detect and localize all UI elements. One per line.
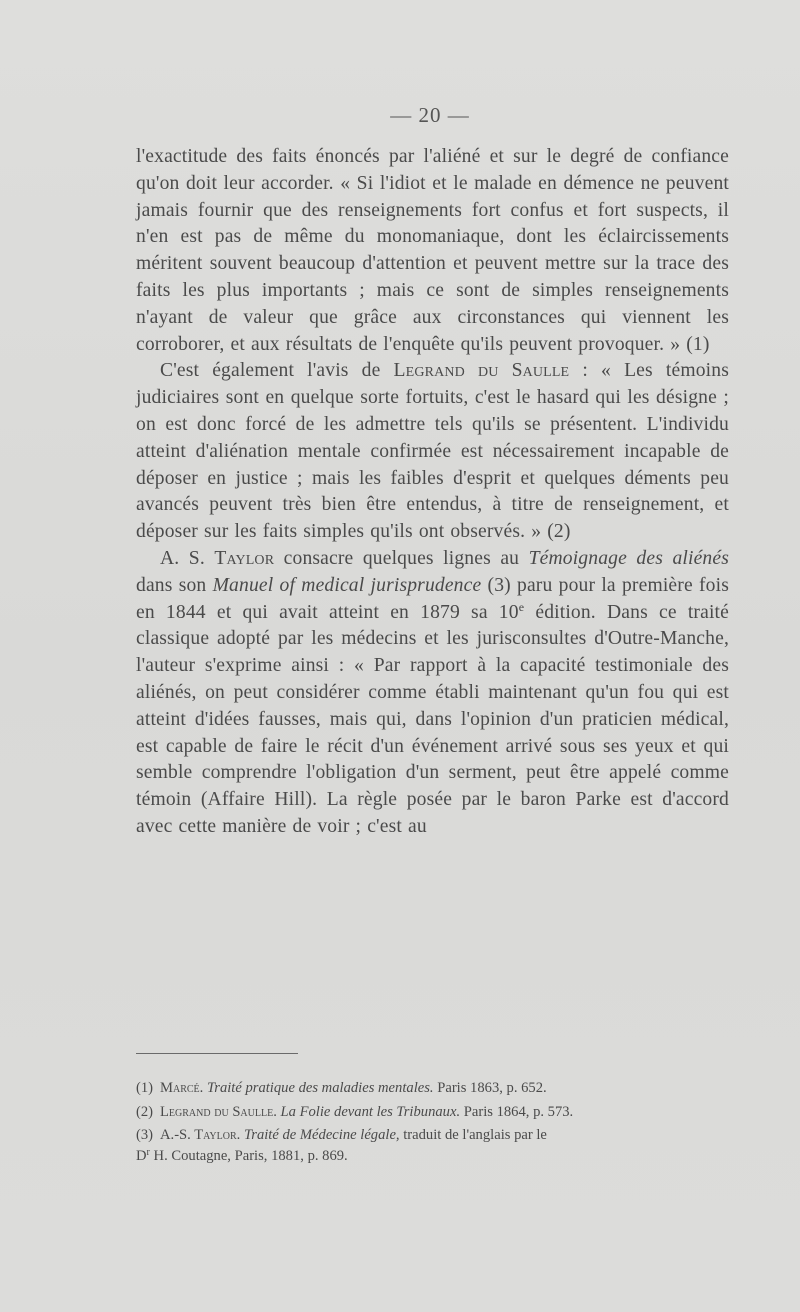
footnote-number: (2) [136,1103,154,1120]
footnote-details: Paris 1863, p. 652. [437,1080,547,1096]
work-title-manual: Manuel of medical jurisprudence [212,574,482,596]
work-title-temoignage: Témoignage des aliénés [528,547,729,569]
footnote-translator-sup: r [146,1146,150,1158]
paragraph-3-text-a: consacre quelques lignes au [274,547,529,569]
author-name-taylor: Taylor [214,547,275,569]
edition-superscript: e [518,599,525,614]
paragraph-2 [136,358,729,546]
paragraph-3-text-c: (3) paru pour la première fois en 1844 et qui avait atteint en 1879 sa 10 [136,574,729,623]
footnotes [136,1078,736,1169]
footnote-title: La Folie devant les Tribunaux. [280,1103,461,1120]
footnote-author: Marcé. [160,1080,204,1096]
footnote-2 [136,1102,736,1123]
paragraph-3-text-d: édition. Dans ce traité classique adopté par les médecins et les jurisconsultes d'Outre-Manche, l'auteur s'exprime ainsi : « Par rapport à la capacité testimoniale des aliénés, on peut considérer comme établi maintenant qu'un fou qui est atteint d'idées fausses, mais qui, dans l'opinion d'un praticien médical, est capable de faire le récit d'un événement arrivé sous ses yeux et qui semble comprendre l'obligation d'un serment, peut être appelé comme témoin (Affaire Hill). La règle posée par le baron Parke est d'accord avec cette manière de voir ; c'est au [136,601,729,837]
footnote-details: traduit de l'anglais par le [403,1127,547,1143]
paragraph-2-text: : « Les témoins judiciaires sont en quelque sorte fortuits, c'est le hasard qui les désigne ; on est donc forcé de les admettre tels qu'ils se présentent. L'individu atteint d'aliénation mentale confirmée est nécessairement incapable de déposer en justice ; mais les faibles d'esprit et quelques déments peu avancés peuvent très bien être entendus, à titre de renseignement, et déposer sur les faits simples qu'ils ont observés. » (2) [136,360,729,543]
paragraph-3 [136,546,729,841]
footnote-author: Legrand du Saulle. [160,1103,277,1120]
footnote-author: A.-S. Taylor. [160,1127,241,1143]
footnote-title: Traité de Médecine légale, [243,1127,400,1143]
footnote-number: (1) [136,1080,154,1096]
footnote-3 [136,1125,736,1166]
paragraph-2-intro: C'est également l'avis de [160,360,394,382]
footnote-number: (3) [136,1127,154,1143]
footnote-details: Paris 1864, p. 573. [463,1103,574,1120]
footnote-rule [136,1053,298,1054]
main-text [136,144,729,841]
author-name-legrand: Legrand du Saulle [393,360,570,382]
paragraph-1-text: l'exactitude des faits énoncés par l'aliéné et sur le degré de confiance qu'on doit leur accorder. « Si l'idiot et le malade en démence ne peuvent jamais fournir que des renseignements fort confus et fort suspects, il n'en est pas de même du monomaniaque, dont les éclaircissements méritent souvent beaucoup d'attention et peuvent mettre sur la trace des faits les plus importants ; mais ce sont de simples renseignements n'ayant de valeur que grâce aux circonstances qui viennent les corroborer, et aux résultats de l'enquête qu'ils peuvent provoquer. » (1) [136,146,729,355]
footnote-translator-prefix: D [136,1147,147,1164]
footnote-translator: H. Coutagne, Paris, 1881, p. 869. [149,1147,348,1164]
page-number: — 20 — [390,103,470,127]
paragraph-3-text-b: dans son [136,574,213,596]
paragraph-3-intro: A. S. [160,547,215,569]
footnote-title: Traité pratique des maladies mentales. [206,1080,434,1096]
paragraph-1 [136,144,729,358]
footnote-1 [136,1078,736,1099]
